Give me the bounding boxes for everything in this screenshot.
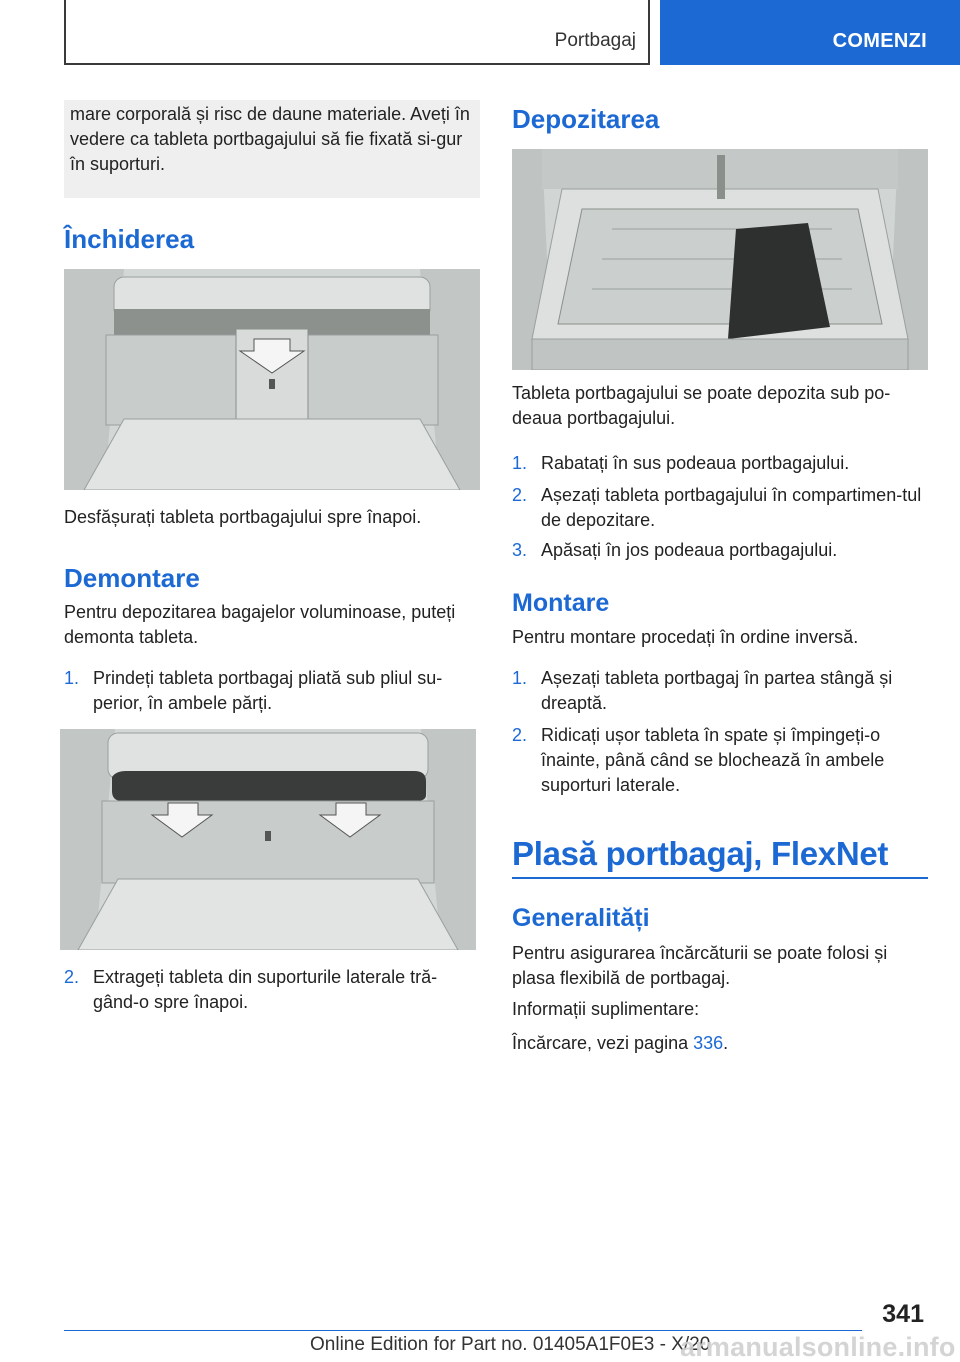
closing-caption: Desfășurați tableta portbagajului spre înapoi. [64,507,422,527]
header-chapter-label: COMENZI [832,30,927,52]
loading-reference [512,1031,928,1056]
warning-note-text: mare corporală și risc de daune materiale. Aveți în vedere ca tableta portbagajului să fie fixată si-gur în suporturi. [70,104,470,174]
step-number: 2. [512,725,528,745]
storage-caption: Tableta portbagajului se poate depozita sub po-deaua portbagajului. [512,383,891,428]
step-text: Apăsați în jos podeaua portbagajului. [541,540,838,560]
general-heading: Generalități [512,904,650,932]
step-number: 1. [512,668,528,688]
footer-rule [64,1330,862,1331]
header-section-box [64,0,650,65]
storage-step [512,538,928,563]
info-label: Informații suplimentare: [512,999,700,1019]
flexnet-heading: Plasă portbagaj, FlexNet [512,835,889,872]
mounting-intro: Pentru montare procedați în ordine inversă. [512,627,859,647]
step-text: Ridicați ușor tableta în spate și împingeți-o înainte, până când se blochează în ambele suporturi laterale. [541,725,885,795]
warning-note-box [64,100,480,198]
step-text: Așezați tableta portbagajului în compartimen-tul de depozitare. [541,485,922,530]
closing-illustration [64,269,480,490]
step-number: 2. [64,967,80,987]
step-text: Rabatați în sus podeaua portbagajului. [541,453,850,473]
storage-step [512,483,928,533]
storage-heading: Depozitarea [512,104,660,134]
loading-page-link[interactable]: 336 [693,1033,724,1053]
header-section-title: Portbagaj [554,30,636,51]
watermark: armanualsonline.info [680,1332,956,1362]
storage-step [512,451,928,476]
removal-illustration [60,729,476,950]
closing-heading: Închiderea [64,224,195,254]
step-text: Extrageți tableta din suporturile laterale tră-gând-o spre înapoi. [93,967,438,1012]
footer-edition: Online Edition for Part no. 01405A1F0E3 - X/20 [310,1334,711,1355]
step-text: Prindeți tableta portbagaj pliată sub pliul su-perior, în ambele părți. [93,668,443,713]
mounting-step [512,666,928,716]
storage-illustration [512,149,928,370]
step-number: 3. [512,540,528,560]
removal-heading: Demontare [64,563,200,593]
removal-intro: Pentru depozitarea bagajelor voluminoase, puteți demonta tableta. [64,602,456,647]
mounting-step [512,723,928,798]
step-text: Așezați tableta portbagaj în partea stângă și dreaptă. [541,668,893,713]
step-number: 1. [512,453,528,473]
heading-rule [512,877,928,879]
step-number: 2. [512,485,528,505]
loading-reference-prefix: Încărcare, vezi pagina [512,1033,689,1053]
page-number: 341 [882,1300,924,1328]
mounting-heading: Montare [512,589,610,617]
removal-step [64,666,480,716]
header-chapter-tab[interactable] [660,0,960,65]
removal-step [64,965,480,1015]
step-number: 1. [64,668,80,688]
general-text: Pentru asigurarea încărcăturii se poate folosi și plasa flexibilă de portbagaj. [512,943,888,988]
loading-reference-suffix: . [723,1033,729,1053]
